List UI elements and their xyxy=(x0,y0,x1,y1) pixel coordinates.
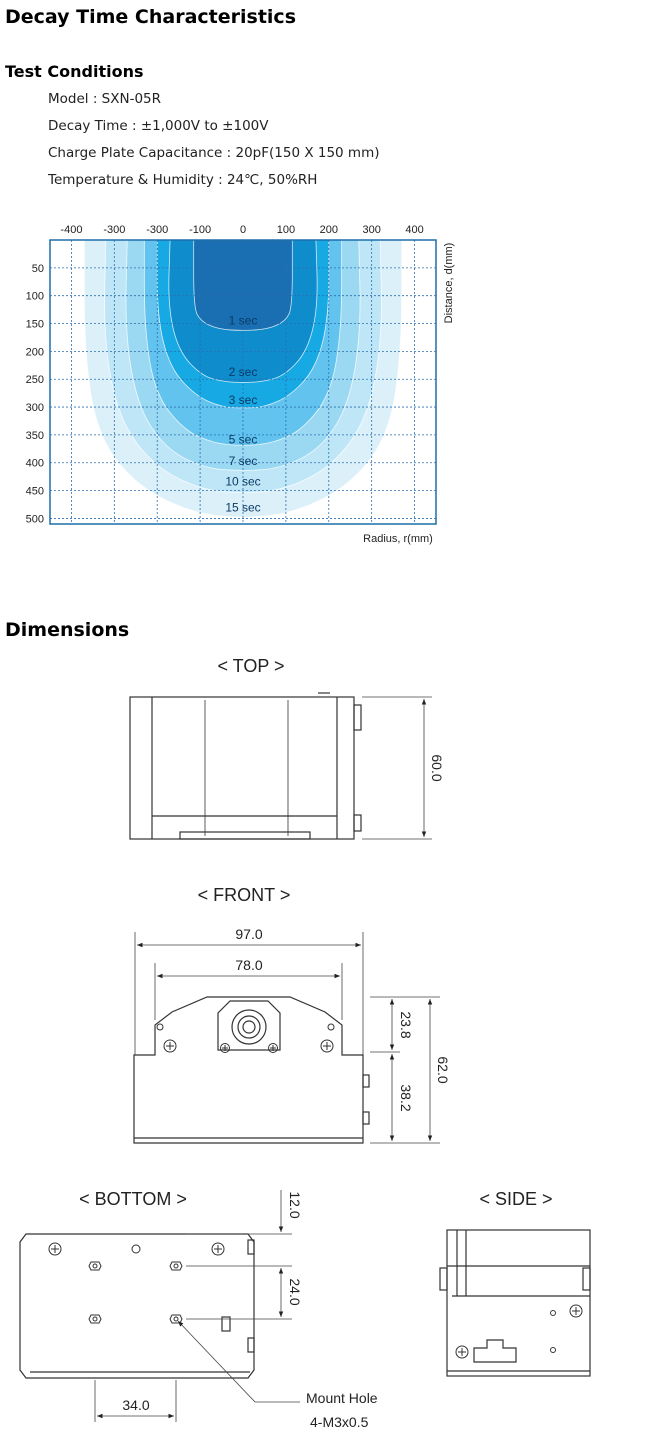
top-view xyxy=(130,656,445,839)
front-dim-width: 97.0 xyxy=(235,926,263,942)
y-tick-label: 400 xyxy=(25,457,44,470)
x-tick-label: -300 xyxy=(103,224,126,236)
condition-capacitance: Charge Plate Capacitance : 20pF(150 X 150 mm) xyxy=(48,145,380,161)
y-tick-label: 450 xyxy=(25,485,44,498)
mount-hole-callout: Mount Hole xyxy=(306,1390,378,1406)
top-dim-height: 60.0 xyxy=(429,754,445,782)
front-dim-inner: 78.0 xyxy=(235,957,263,973)
zone-label: 10 sec xyxy=(225,474,261,489)
bottom-dim-c: 34.0 xyxy=(122,1397,150,1413)
x-tick-label: 200 xyxy=(319,224,338,236)
top-view-title: < TOP > xyxy=(217,656,285,676)
side-view-title: < SIDE > xyxy=(479,1189,553,1209)
y-tick-label: 50 xyxy=(31,262,44,275)
bottom-dim-a: 12.0 xyxy=(287,1191,303,1219)
bottom-view xyxy=(20,1189,378,1430)
y-tick-label: 350 xyxy=(25,429,44,442)
y-tick-label: 250 xyxy=(25,374,44,387)
dimensions-heading: Dimensions xyxy=(5,619,130,641)
y-tick-label: 300 xyxy=(25,402,44,415)
zone-label: 15 sec xyxy=(225,500,261,515)
zone-label: 5 sec xyxy=(228,432,258,447)
front-view-title: < FRONT > xyxy=(197,885,291,905)
test-conditions-heading: Test Conditions xyxy=(5,62,144,81)
x-tick-label: -400 xyxy=(60,224,83,236)
bottom-view-title: < BOTTOM > xyxy=(79,1189,187,1209)
y-tick-label: 200 xyxy=(25,346,44,359)
bottom-dim-b: 24.0 xyxy=(287,1278,303,1306)
zone-label: 3 sec xyxy=(228,392,258,407)
zone-label: 7 sec xyxy=(228,454,258,469)
side-view xyxy=(440,1189,590,1376)
mount-hole-spec: 4-M3x0.5 xyxy=(310,1414,369,1430)
y-tick-label: 500 xyxy=(25,513,44,526)
x-tick-label: -100 xyxy=(189,224,212,236)
x-tick-label: 300 xyxy=(362,224,381,236)
front-dim-upper: 23.8 xyxy=(398,1011,414,1039)
front-dim-total: 62.0 xyxy=(435,1056,451,1084)
front-dim-lower: 38.2 xyxy=(398,1084,414,1112)
condition-model: Model : SXN-05R xyxy=(48,91,162,107)
x-axis-label: Radius, r(mm) xyxy=(363,533,433,545)
x-tick-label: 400 xyxy=(405,224,424,236)
front-view xyxy=(134,885,451,1143)
x-tick-label: 100 xyxy=(276,224,296,236)
zone-label: 1 sec xyxy=(228,313,258,328)
zone-label: 2 sec xyxy=(228,364,258,379)
y-tick-label: 100 xyxy=(25,290,44,303)
y-tick-label: 150 xyxy=(25,318,44,331)
x-tick-label: 0 xyxy=(239,224,247,236)
y-axis-label: Distance, d(mm) xyxy=(443,242,455,324)
condition-temperature: Temperature & Humidity : 24℃, 50%RH xyxy=(48,172,318,188)
condition-decay-time: Decay Time : ±1,000V to ±100V xyxy=(48,118,269,134)
page-title: Decay Time Characteristics xyxy=(5,6,297,28)
x-tick-label: -300 xyxy=(146,224,169,236)
